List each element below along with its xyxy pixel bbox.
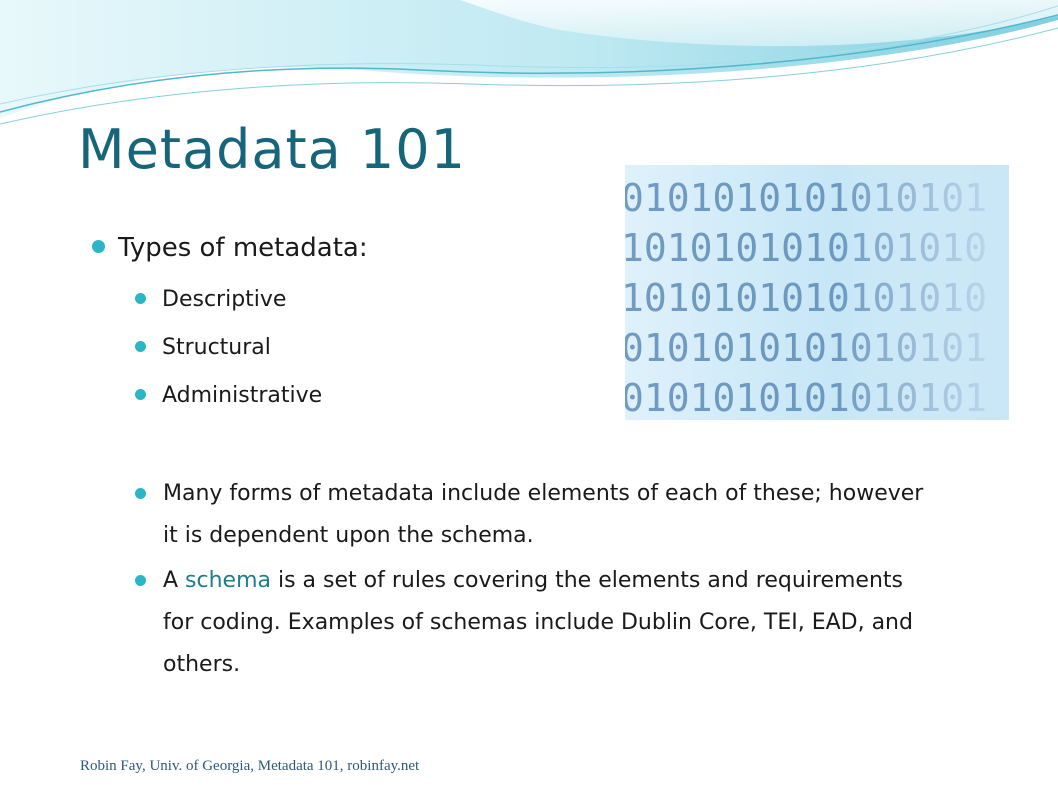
sub-bullet-descriptive (135, 280, 286, 320)
bullet-dot-icon (135, 341, 146, 352)
bullet-text: Types of metadata: (118, 233, 368, 263)
paragraph-schema-definition (135, 560, 935, 686)
paragraph-text-rest: is a set of rules covering the elements and requirements for coding. Examples of schemas include Dublin Core, TEI, EAD, and others. (163, 568, 913, 677)
slide-footer: Robin Fay, Univ. of Georgia, Metadata 101, robinfay.net (80, 758, 420, 774)
schema-term: schema (185, 568, 271, 593)
bullet-text: Administrative (162, 383, 323, 408)
bullet-dot-icon (135, 488, 146, 499)
sub-bullet-administrative (135, 376, 322, 416)
paragraph-text: Many forms of metadata include elements of each of these; however it is dependent upon the schema. (163, 481, 924, 548)
paragraph-forms-of-metadata (135, 473, 935, 557)
bullet-dot-icon (135, 575, 146, 586)
slide-title: Metadata 101 (78, 118, 466, 181)
bullet-types-of-metadata (92, 228, 368, 268)
bullet-text: Descriptive (162, 287, 287, 312)
bullet-dot-icon (135, 293, 146, 304)
binary-code-image (625, 165, 1009, 420)
sub-bullet-structural (135, 328, 271, 368)
paragraph-text (135, 560, 935, 686)
bullet-dot-icon (135, 389, 146, 400)
bullet-text: Structural (162, 335, 271, 360)
paragraph-text-start: A (163, 568, 186, 593)
bullet-dot-icon (92, 240, 105, 253)
